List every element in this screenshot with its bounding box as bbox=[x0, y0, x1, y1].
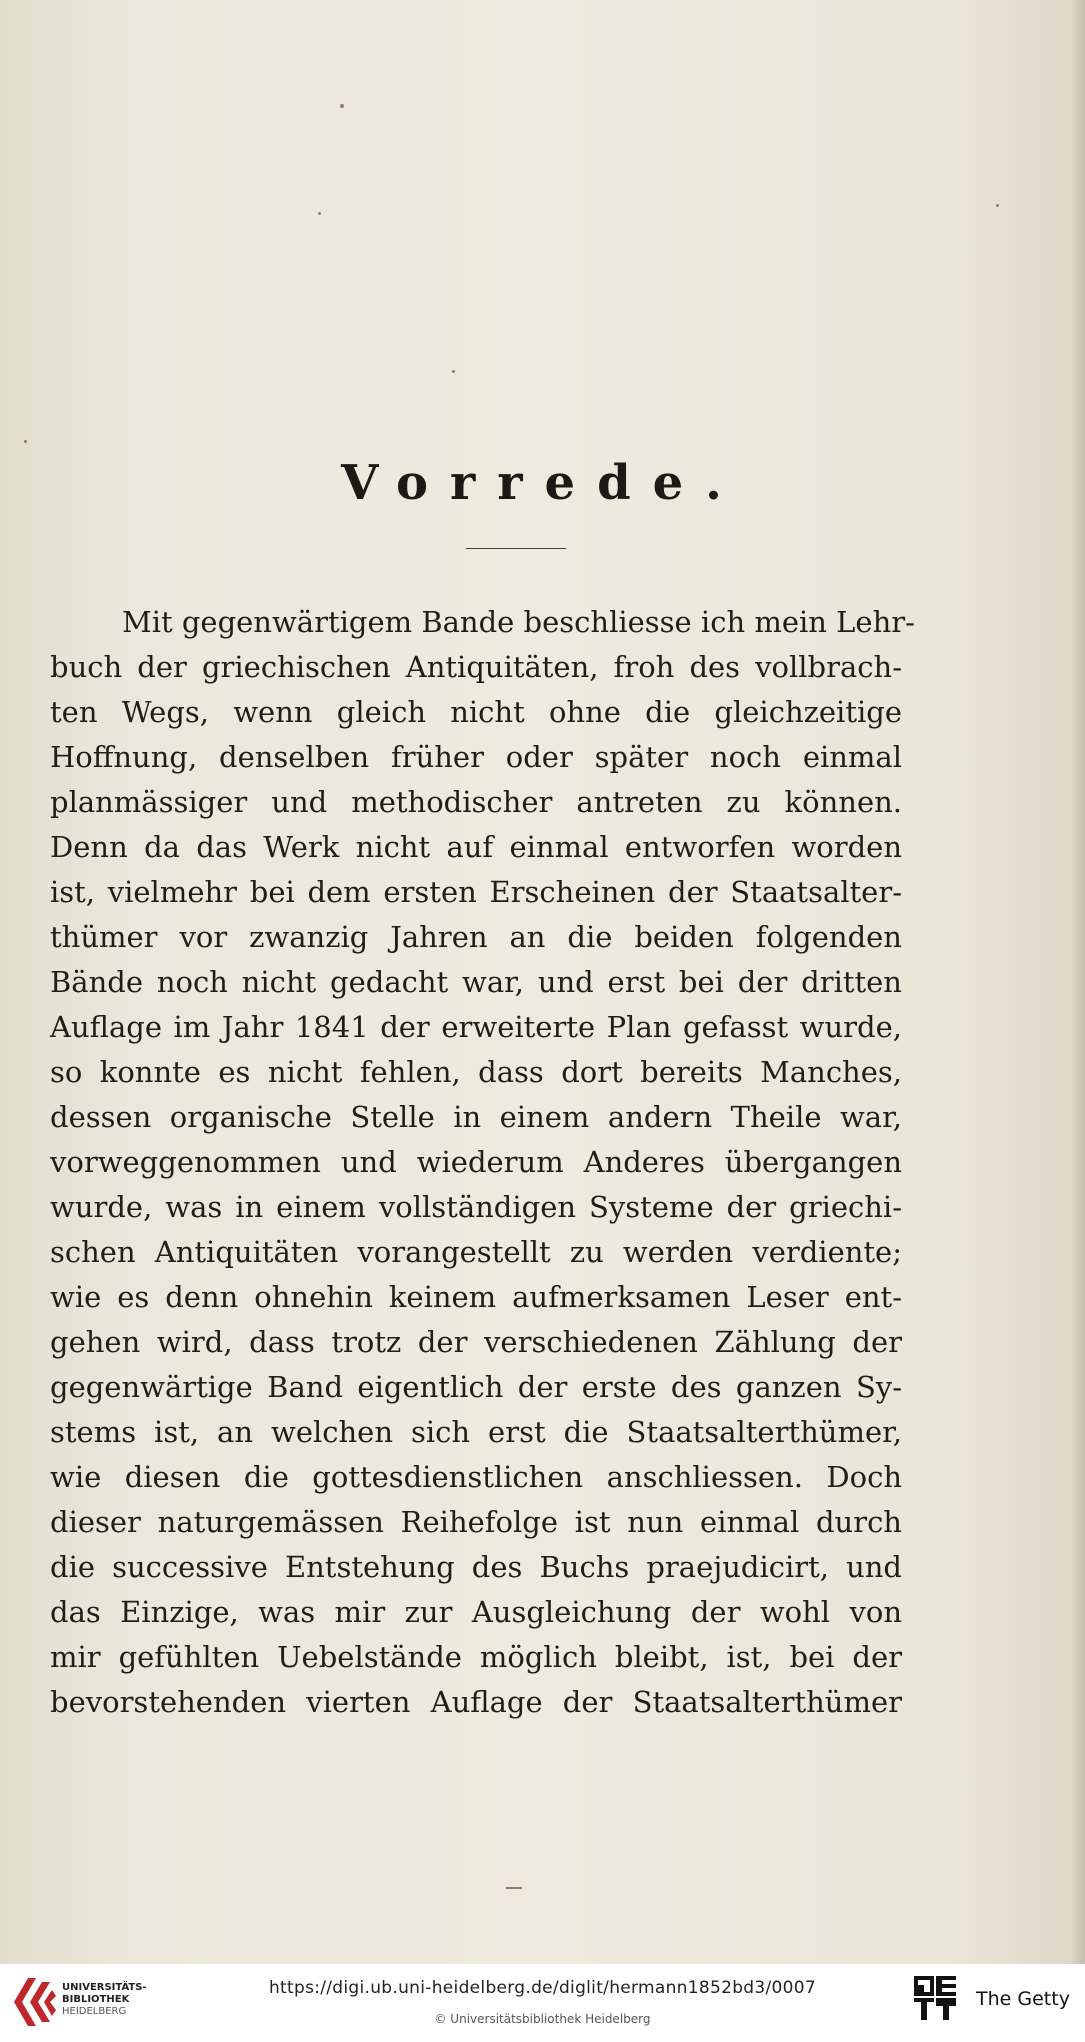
copyright-notice: © Universitätsbibliothek Heidelberg bbox=[434, 2012, 651, 2026]
text-line: stems ist, an welchen sich erst die Staatsalterthümer, bbox=[50, 1415, 902, 1449]
page-title: Vorrede. bbox=[341, 455, 744, 511]
getty-logo-icon[interactable] bbox=[912, 1974, 958, 2022]
text-line: wie es denn ohnehin keinem aufmerksamen Leser ent- bbox=[50, 1280, 902, 1314]
text-line: buch der griechischen Antiquitäten, froh des vollbrach- bbox=[50, 650, 902, 684]
text-line: ten Wegs, wenn gleich nicht ohne die gleichzeitige bbox=[50, 695, 902, 729]
text-line: wie diesen die gottesdienstlichen anschliessen. Doch bbox=[50, 1460, 902, 1494]
text-line: Mit gegenwärtigem Bande beschliesse ich mein Lehr- bbox=[122, 605, 915, 639]
text-line: das Einzige, was mir zur Ausgleichung der wohl von bbox=[50, 1595, 902, 1629]
text-line: ist, vielmehr bei dem ersten Erscheinen der Staatsalter- bbox=[50, 875, 902, 909]
text-line: planmässiger und methodischer antreten zu können. bbox=[50, 785, 902, 819]
institution-line: UNIVERSITÄTS- bbox=[62, 1982, 147, 1993]
partner-name[interactable]: The Getty bbox=[976, 1988, 1070, 2010]
institution-line: BIBLIOTHEK bbox=[62, 1994, 130, 2005]
permalink-url[interactable]: https://digi.ub.uni-heidelberg.de/diglit/hermann1852bd3/0007 bbox=[268, 1978, 817, 1998]
text-line: Bände noch nicht gedacht war, und erst bei der dritten bbox=[50, 965, 902, 999]
title-divider bbox=[466, 548, 566, 549]
paper-speck bbox=[318, 212, 321, 215]
text-line: Denn da das Werk nicht auf einmal entworfen worden bbox=[50, 830, 902, 864]
text-line: Hoffnung, denselben früher oder später noch einmal bbox=[50, 740, 902, 774]
paper-speck bbox=[996, 204, 999, 207]
page-edge-shadow bbox=[1071, 0, 1085, 1964]
text-line: schen Antiquitäten vorangestellt zu werden verdiente; bbox=[50, 1235, 902, 1269]
text-line: die successive Entstehung des Buchs praejudicirt, und bbox=[50, 1550, 902, 1584]
text-line: Auflage im Jahr 1841 der erweiterte Plan gefasst wurde, bbox=[50, 1010, 902, 1044]
text-line: gegenwärtige Band eigentlich der erste des ganzen Sy- bbox=[50, 1370, 902, 1404]
paper-speck bbox=[452, 370, 455, 373]
text-line: gehen wird, dass trotz der verschiedenen Zählung der bbox=[50, 1325, 902, 1359]
text-line: vorweggenommen und wiederum Anderes übergangen bbox=[50, 1145, 902, 1179]
text-line: so konnte es nicht fehlen, dass dort bereits Manches, bbox=[50, 1055, 902, 1089]
text-line: bevorstehenden vierten Auflage der Staatsalterthümer bbox=[50, 1685, 902, 1719]
text-line: mir gefühlten Uebelstände möglich bleibt, ist, bei der bbox=[50, 1640, 902, 1674]
text-line: dieser naturgemässen Reihefolge ist nun einmal durch bbox=[50, 1505, 902, 1539]
text-line: dessen organische Stelle in einem andern Theile war, bbox=[50, 1100, 902, 1134]
page-footer-mark bbox=[506, 1887, 522, 1889]
paper-speck bbox=[340, 104, 344, 108]
body-text bbox=[50, 600, 915, 1725]
institution-line: HEIDELBERG bbox=[62, 2006, 127, 2017]
text-line: wurde, was in einem vollständigen Systeme der griechi- bbox=[50, 1190, 902, 1224]
paper-speck bbox=[24, 440, 27, 443]
text-line: thümer vor zwanzig Jahren an die beiden folgenden bbox=[50, 920, 902, 954]
viewer-footer bbox=[0, 1964, 1085, 2042]
